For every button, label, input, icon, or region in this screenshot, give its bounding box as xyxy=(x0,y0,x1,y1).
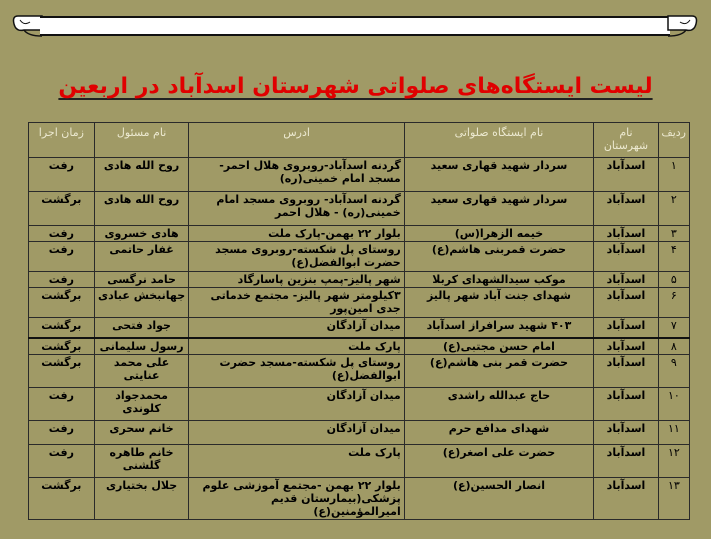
table-row xyxy=(29,354,690,387)
cell-manager: روح الله هادی xyxy=(94,192,189,226)
cell-radif: ۶ xyxy=(658,288,689,318)
cell-time: رفت xyxy=(29,387,95,420)
cell-manager: جواد فتحی xyxy=(94,318,189,338)
cell-city: اسدآباد xyxy=(594,272,659,288)
cell-address: میدان آزادگان xyxy=(189,420,404,444)
cell-time: رفت xyxy=(29,444,95,477)
cell-address: بلوار ۲۲ بهمن -مجتمع آموزشی علوم پزشکی(بیمارستان قدیم امیرالمؤمنین(ع) xyxy=(189,477,404,519)
cell-manager: جهانبخش عبادی xyxy=(94,288,189,318)
cell-station: شهدای جنت آباد شهر پالیز xyxy=(404,288,593,318)
cell-address: روستای پل شکسته-روبروی مسجد حضرت ابوالفضل(ع) xyxy=(189,242,404,272)
cell-time: رفت xyxy=(29,420,95,444)
cell-time: رفت xyxy=(29,242,95,272)
cell-address: پارک ملت xyxy=(189,338,404,355)
cell-radif: ۷ xyxy=(658,318,689,338)
cell-manager: علی محمد عنایتی xyxy=(94,354,189,387)
header-address: ادرس xyxy=(189,123,404,158)
cell-time: برگشت xyxy=(29,318,95,338)
cell-manager: هادی خسروی xyxy=(94,226,189,242)
table-row xyxy=(29,158,690,192)
cell-radif: ۱۱ xyxy=(658,420,689,444)
table-row xyxy=(29,272,690,288)
cell-station: سردار شهید قهاری سعید xyxy=(404,192,593,226)
cell-time: برگشت xyxy=(29,354,95,387)
cell-radif: ۹ xyxy=(658,354,689,387)
cell-time: رفت xyxy=(29,158,95,192)
cell-address: پارک ملت xyxy=(189,444,404,477)
cell-address: میدان آزادگان xyxy=(189,387,404,420)
cell-manager: حامد نرگسی xyxy=(94,272,189,288)
cell-city: اسدآباد xyxy=(594,288,659,318)
cell-manager: محمدجواد کلوندی xyxy=(94,387,189,420)
page-title: لیست ایستگاه‌های صلواتی شهرستان اسدآباد در اربعین xyxy=(58,74,653,99)
cell-time: برگشت xyxy=(29,477,95,519)
cell-city: اسدآباد xyxy=(594,387,659,420)
cell-city: اسدآباد xyxy=(594,338,659,355)
cell-manager: جلال بختیاری xyxy=(94,477,189,519)
scroll-band xyxy=(40,16,670,36)
cell-manager: غفار حاتمی xyxy=(94,242,189,272)
table-row xyxy=(29,444,690,477)
cell-manager: رسول سلیمانی xyxy=(94,338,189,355)
cell-radif: ۵ xyxy=(658,272,689,288)
cell-time: رفت xyxy=(29,226,95,242)
cell-station: شهدای مدافع حرم xyxy=(404,420,593,444)
header-station: نام ایستگاه صلواتی xyxy=(404,123,593,158)
table-row xyxy=(29,420,690,444)
cell-city: اسدآباد xyxy=(594,444,659,477)
cell-address: شهر پالیز-پمپ بنزین پاسارگاد xyxy=(189,272,404,288)
cell-station: حاج عبدالله راشدی xyxy=(404,387,593,420)
cell-city: اسدآباد xyxy=(594,192,659,226)
cell-station: موکب سیدالشهدای کربلا xyxy=(404,272,593,288)
cell-city: اسدآباد xyxy=(594,226,659,242)
cell-radif: ۸ xyxy=(658,338,689,355)
table-row xyxy=(29,226,690,242)
cell-manager: روح الله هادی xyxy=(94,158,189,192)
cell-address: گردنه اسدآباد-روبروی هلال احمر-مسجد امام خمینی(ره) xyxy=(189,158,404,192)
cell-station: انصار الحسین(ع) xyxy=(404,477,593,519)
cell-city: اسدآباد xyxy=(594,420,659,444)
cell-address: میدان آزادگان xyxy=(189,318,404,338)
header-manager: نام مسئول xyxy=(94,123,189,158)
table-row xyxy=(29,192,690,226)
cell-city: اسدآباد xyxy=(594,318,659,338)
cell-station: امام حسن مجتبی(ع) xyxy=(404,338,593,355)
table-header-row xyxy=(29,123,690,158)
cell-time: برگشت xyxy=(29,192,95,226)
header-time: زمان اجرا xyxy=(29,123,95,158)
cell-radif: ۱۳ xyxy=(658,477,689,519)
cell-station: خیمه الزهرا(س) xyxy=(404,226,593,242)
header-radif: ردیف xyxy=(658,123,689,158)
cell-address: بلوار ۲۲ بهمن-پارک ملت xyxy=(189,226,404,242)
cell-city: اسدآباد xyxy=(594,242,659,272)
cell-time: رفت xyxy=(29,272,95,288)
table-row xyxy=(29,242,690,272)
cell-radif: ۱ xyxy=(658,158,689,192)
cell-time: برگشت xyxy=(29,288,95,318)
table-row xyxy=(29,387,690,420)
cell-station: حضرت قمربنی هاشم(ع) xyxy=(404,242,593,272)
cell-city: اسدآباد xyxy=(594,354,659,387)
cell-radif: ۳ xyxy=(658,226,689,242)
cell-radif: ۲ xyxy=(658,192,689,226)
cell-time: برگشت xyxy=(29,338,95,355)
cell-address: ۳کیلومتر شهر پالیز- مجتمع خدماتی جدی امین‌پور xyxy=(189,288,404,318)
cell-radif: ۴ xyxy=(658,242,689,272)
table-row xyxy=(29,338,690,355)
cell-address: روستای پل شکسته-مسجد حضرت ابوالفضل(ع) xyxy=(189,354,404,387)
cell-city: اسدآباد xyxy=(594,158,659,192)
scroll-curl-right-icon xyxy=(658,10,698,40)
stations-table xyxy=(28,122,690,520)
cell-radif: ۱۰ xyxy=(658,387,689,420)
cell-station: سردار شهید قهاری سعید xyxy=(404,158,593,192)
cell-manager: خانم سحری xyxy=(94,420,189,444)
cell-city: اسدآباد xyxy=(594,477,659,519)
cell-station: ۴۰۳ شهید سرافراز اسدآباد xyxy=(404,318,593,338)
cell-manager: خانم طاهره گلشنی xyxy=(94,444,189,477)
cell-address: گردنه اسدآباد- روبروی مسجد امام خمینی(ره) - هلال احمر xyxy=(189,192,404,226)
cell-station: حضرت علی اصغر(ع) xyxy=(404,444,593,477)
header-city: نام شهرستان xyxy=(594,123,659,158)
cell-station: حضرت قمر بنی هاشم(ع) xyxy=(404,354,593,387)
table-row xyxy=(29,288,690,318)
table-row xyxy=(29,477,690,519)
cell-radif: ۱۲ xyxy=(658,444,689,477)
decorative-scroll-banner xyxy=(12,10,698,40)
table-row xyxy=(29,318,690,338)
